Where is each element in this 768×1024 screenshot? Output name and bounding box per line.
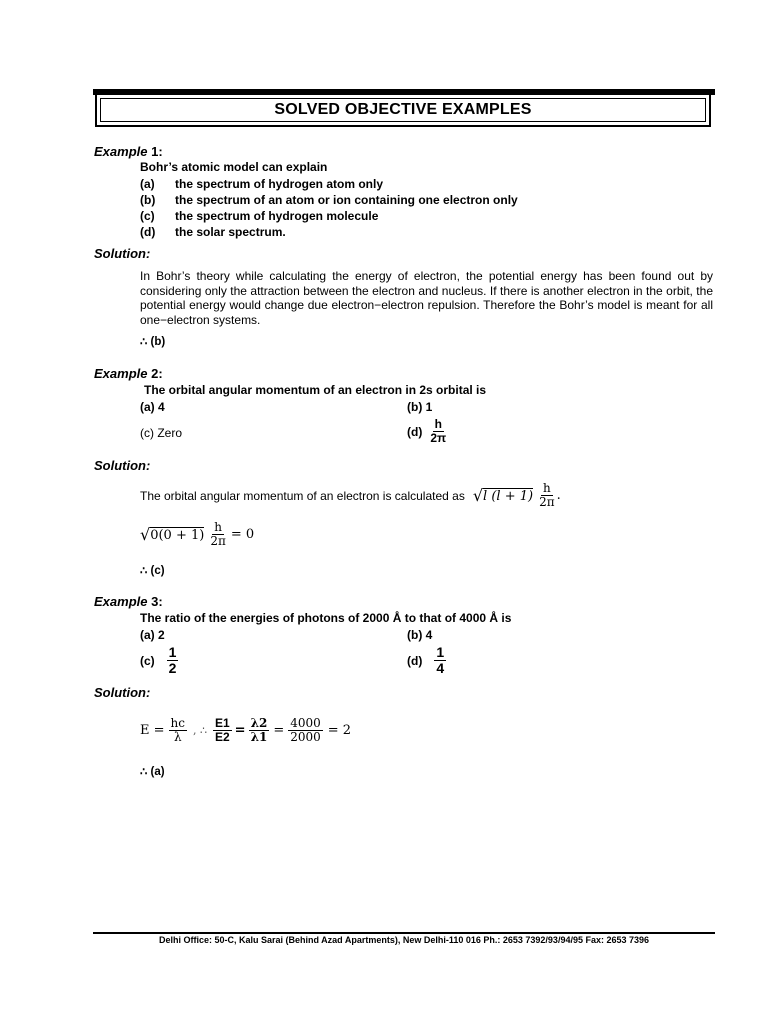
example-2-option-d-fraction: $\frac{h}{2\pi}$ (430, 417, 447, 446)
example-3-option-a: (a) 2 (140, 628, 165, 642)
example-3-option-c: (c) $\frac{1}{2}$ (140, 644, 177, 677)
example-1-option-a: (a) the spectrum of hydrogen atom only (140, 177, 384, 191)
footer-address: Delhi Office: 50-C, Kalu Sarai (Behind Azad Apartments), New Delhi-110 016 Ph.: 2653 7392/93/94/95 Fax: 2653 7396 (158, 935, 650, 945)
example-2-label: Example 2: (94, 366, 163, 381)
example-3-question: The ratio of the energies of photons of 2000 Å to that of 4000 Å is (140, 611, 512, 625)
page-title: SOLVED OBJECTIVE EXAMPLES (274, 101, 532, 118)
example-1-solution-text: In Bohr’s theory while calculating the energy of electron, the potential energy has been found out by considering only the attraction between the electron and nucleus. If there is another electron in the orbit, the potential energy would change due electron−electron repulsion. Therefore the Bohr’s model is meant for all one−electron systems. (140, 269, 713, 327)
example-1-option-b: (b) the spectrum of an atom or ion containing one electron only (140, 193, 518, 207)
example-1-option-c: (c) the spectrum of hydrogen molecule (140, 209, 379, 223)
example-3-option-d: (d) $\frac{1}{4}$ (407, 644, 445, 677)
example-1-option-d: (d) the solar spectrum. (140, 225, 286, 239)
example-2-calculation: √ 0(0 + 1) $\frac{h}{2\pi}$ = 0 (140, 520, 255, 549)
example-3-option-c-fraction: $\frac{1}{2}$ (168, 644, 177, 677)
example-2-answer: ∴ (c) (140, 565, 165, 577)
example-1-solution-label: Solution: (94, 246, 151, 261)
example-2-option-a: (a) 4 (140, 400, 165, 414)
example-3-equation: E = $\frac{hc}{\lambda}$ , ∴ $\frac{E1}{E2}$ = $\frac{\lambda 2}{\lambda 1}$ = $\frac{4000}{2000}$ = 2 (140, 716, 352, 745)
example-2-solution-text: The orbital angular momentum of an electron is calculated as √ l (l + 1) $\frac{h}{2\pi}$ . (140, 481, 561, 510)
title-frame (95, 93, 711, 127)
example-2-option-d: (d) $\frac{h}{2\pi}$ (407, 417, 447, 446)
example-3-option-d-fraction: $\frac{1}{4}$ (436, 644, 445, 677)
example-2-formula: √ l (l + 1) $\frac{h}{2\pi}$ . (472, 481, 561, 510)
example-2-option-c: (c) Zero (140, 426, 182, 440)
example-2-option-b: (b) 1 (407, 400, 433, 414)
example-1-question: Bohr’s atomic model can explain (140, 160, 328, 174)
example-3-answer: ∴ (a) (140, 766, 165, 778)
example-1-label: Example 1: (94, 144, 163, 159)
example-2-solution-label: Solution: (94, 458, 151, 473)
example-3-label: Example 3: (94, 594, 163, 609)
footer-divider (93, 932, 715, 934)
example-2-question: The orbital angular momentum of an electron in 2s orbital is (144, 383, 487, 397)
example-3-option-b: (b) 4 (407, 628, 433, 642)
example-1-answer: ∴ (b) (140, 336, 166, 348)
example-3-solution-label: Solution: (94, 685, 151, 700)
